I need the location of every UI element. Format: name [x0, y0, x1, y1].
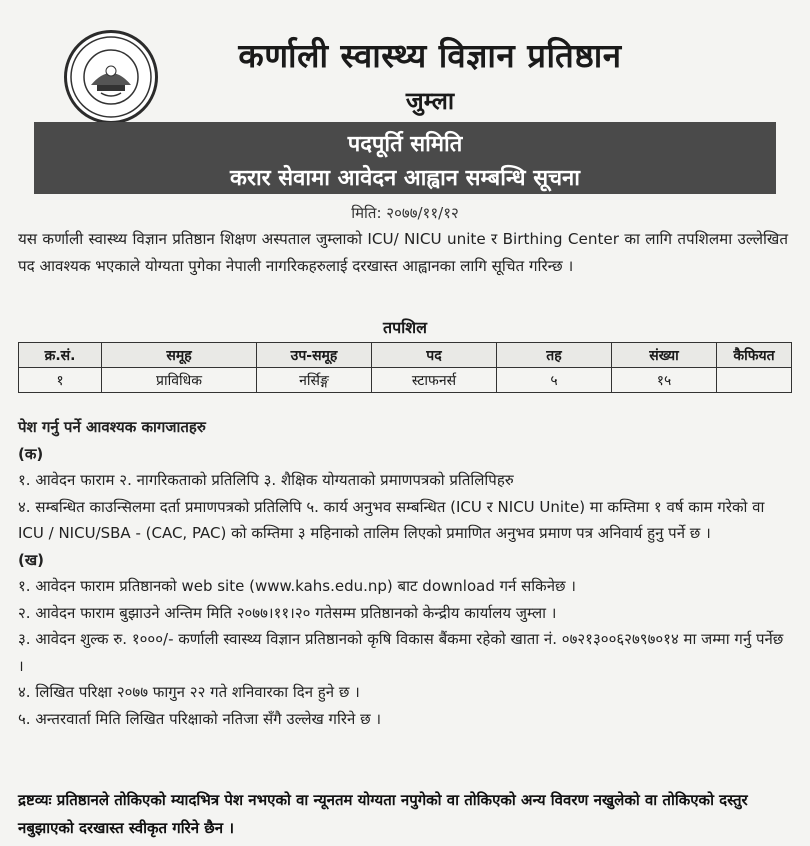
table-header-row	[19, 343, 792, 368]
column-header: संख्या	[612, 343, 717, 368]
list-item: ४. लिखित परिक्षा २०७७ फागुन २२ गते शनिवारका दिन हुने छ ।	[18, 683, 360, 701]
table-cell: १	[19, 368, 102, 393]
documents-heading: पेश गर्नु पर्ने आवश्यक कागजातहरु	[18, 418, 206, 436]
required-documents	[18, 414, 792, 732]
intro-paragraph: यस कर्णाली स्वास्थ्य विज्ञान प्रतिष्ठान शिक्षण अस्पताल जुम्लाको ICU/ NICU unite र Birthing Center का लागि तपशिलमा उल्लेखित पद आवश्यक भएकाले योग्यता पुगेका नेपाली नागरिकहरुलाई दरखास्त आह्वानका लागि सूचित गरिन्छ ।	[18, 230, 788, 275]
table-row	[19, 368, 792, 393]
table-title: तपशिल	[382, 318, 428, 337]
column-header: पद	[372, 343, 497, 368]
section-a-line: ४. सम्बन्धित काउन्सिलमा दर्ता प्रमाणपत्रको प्रतिलिपि ५. कार्य अनुभव सम्बन्धित (ICU र NICU Unite) मा कम्तिमा १ वर्ष काम गरेको वा ICU / NICU/SBA - (CAC, PAC) को कम्तिमा ३ महिनाको तालिम लिएको प्रमाणित अनुभव प्रमाण पत्र अनिवार्य हुनु पर्ने छ ।	[18, 497, 765, 542]
section-a-line: १. आवेदन फाराम २. नागरिकताको प्रतिलिपि ३. शैक्षिक योग्यताको प्रमाणपत्रको प्रतिलिपिहरु	[18, 471, 514, 489]
institution-seal-icon	[64, 30, 158, 124]
table-cell	[717, 368, 792, 393]
vacancy-table	[18, 342, 792, 393]
column-header: उप-समूह	[257, 343, 372, 368]
footnote: द्रष्टव्यः प्रतिष्ठानले तोकिएको म्यादभित्र पेश नभएको वा न्यूनतम योग्यता नपुगेको वा तोकिएको अन्य विवरण नखुलेको वा तोकिएको दस्तुर नबुझाएको दरखास्त स्वीकृत गरिने छैन ।	[18, 791, 748, 837]
committee-title: पदपूर्ति समिति	[347, 132, 463, 157]
section-a-label: (क)	[18, 444, 44, 463]
list-item: २. आवेदन फाराम बुझाउने अन्तिम मिति २०७७।११।२० गतेसम्म प्रतिष्ठानको केन्द्रीय कार्यालय जुम्ला ।	[18, 603, 557, 622]
table-cell: १५	[612, 368, 717, 393]
list-item: १. आवेदन फाराम प्रतिष्ठानको web site (www.kahs.edu.np) बाट download गर्न सकिनेछ ।	[18, 577, 576, 595]
list-item: ५. अन्तरवार्ता मिति लिखित परिक्षाको नतिजा सँगै उल्लेख गरिने छ ।	[18, 709, 382, 728]
header	[0, 10, 810, 115]
notice-date: मिति: २०७७/११/१२	[351, 204, 459, 222]
section-b-label: (ख)	[18, 550, 44, 569]
column-header: क्र.सं.	[19, 343, 102, 368]
organization-name: कर्णाली स्वास्थ्य विज्ञान प्रतिष्ठान	[238, 36, 622, 75]
table-cell: ५	[497, 368, 612, 393]
column-header: तह	[497, 343, 612, 368]
table-cell: नर्सिङ्ग	[257, 368, 372, 393]
organization-location: जुम्ला	[405, 87, 455, 115]
notice-banner	[34, 122, 776, 194]
list-item: ३. आवेदन शुल्क रु. १०००/- कर्णाली स्वास्थ्य विज्ञान प्रतिष्ठानको कृषि विकास बैंकमा रहेको खाता नं. ०७२१३००६२७९७०१४ मा जम्मा गर्नु पर्नेछ ।	[18, 630, 784, 675]
column-header: कैफियत	[717, 343, 792, 368]
notice-title: करार सेवामा आवेदन आह्वान सम्बन्धि सूचना	[230, 166, 580, 191]
table-cell: प्राविधिक	[102, 368, 257, 393]
table-cell: स्टाफनर्स	[372, 368, 497, 393]
column-header: समूह	[102, 343, 257, 368]
